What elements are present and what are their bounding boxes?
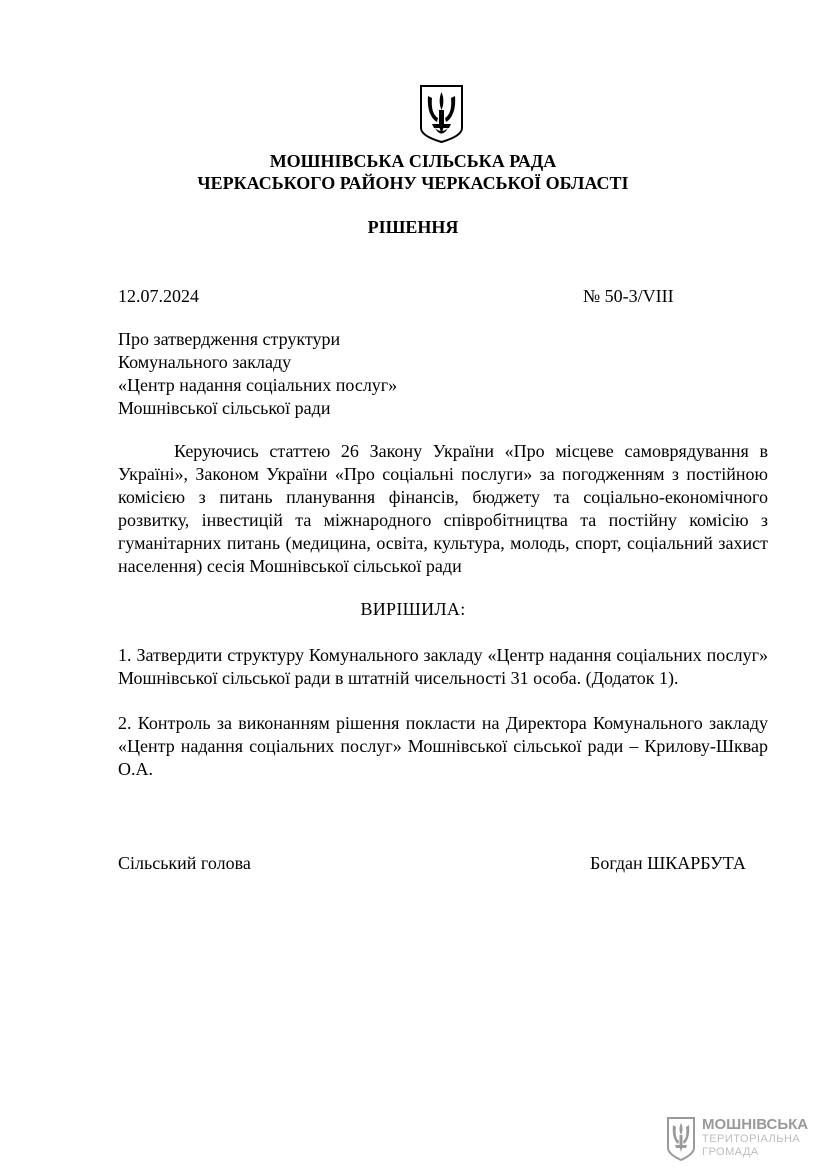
document-title: РІШЕННЯ bbox=[367, 217, 459, 237]
decided-heading: ВИРІШИЛА: bbox=[360, 599, 466, 619]
document-subject bbox=[118, 328, 397, 420]
signer-name: Богдан ШКАРБУТА bbox=[590, 853, 746, 873]
subject-line: «Центр надання соціальних послуг» bbox=[118, 375, 398, 395]
subject-line: Мошнівської сільської ради bbox=[118, 398, 331, 418]
trident-icon bbox=[418, 84, 465, 144]
subject-line: Про затвердження структури bbox=[118, 329, 341, 349]
watermark-line: ТЕРИТОРІАЛЬНА bbox=[702, 1133, 801, 1145]
council-region: ЧЕРКАСЬКОГО РАЙОНУ ЧЕРКАСЬКОЇ ОБЛАСТІ bbox=[197, 173, 629, 193]
council-name: МОШНІВСЬКА СІЛЬСЬКА РАДА bbox=[269, 151, 557, 171]
subject-line: Комунального закладу bbox=[118, 352, 292, 372]
watermark-line: МОШНІВСЬКА bbox=[702, 1116, 809, 1133]
document-number: № 50-3/VIII bbox=[583, 286, 674, 306]
trident-icon bbox=[666, 1116, 696, 1162]
document-date: 12.07.2024 bbox=[118, 286, 199, 306]
decision-item: 1. Затвердити структуру Комунального закладу «Центр надання соціальних послуг» Мошнівської сільської ради в штатній чисельності 31 особа. (Додаток 1). bbox=[118, 645, 768, 688]
community-watermark bbox=[666, 1116, 809, 1162]
signer-role: Сільський голова bbox=[118, 853, 251, 873]
watermark-line: ГРОМАДА bbox=[702, 1146, 759, 1158]
decision-item: 2. Контроль за виконанням рішення покласти на Директора Комунального закладу «Центр надання соціальних послуг» Мошнівської сільської ради – Крилову-Шквар О.А. bbox=[118, 713, 768, 779]
preamble-paragraph: Керуючись статтею 26 Закону України «Про місцеве самоврядування в Україні», Законом України «Про соціальні послуги» за погодженням з постійною комісією з питань планування фінансів, бюджету та соціально-економічного розвитку, інвестицій та міжнародного співробітництва та постійну комісію з гуманітарних питань (медицина, освіта, культура, молодь, спорт, соціальний захист населення) сесія Мошнівської сільської ради bbox=[118, 441, 768, 576]
watermark-text bbox=[702, 1116, 808, 1159]
